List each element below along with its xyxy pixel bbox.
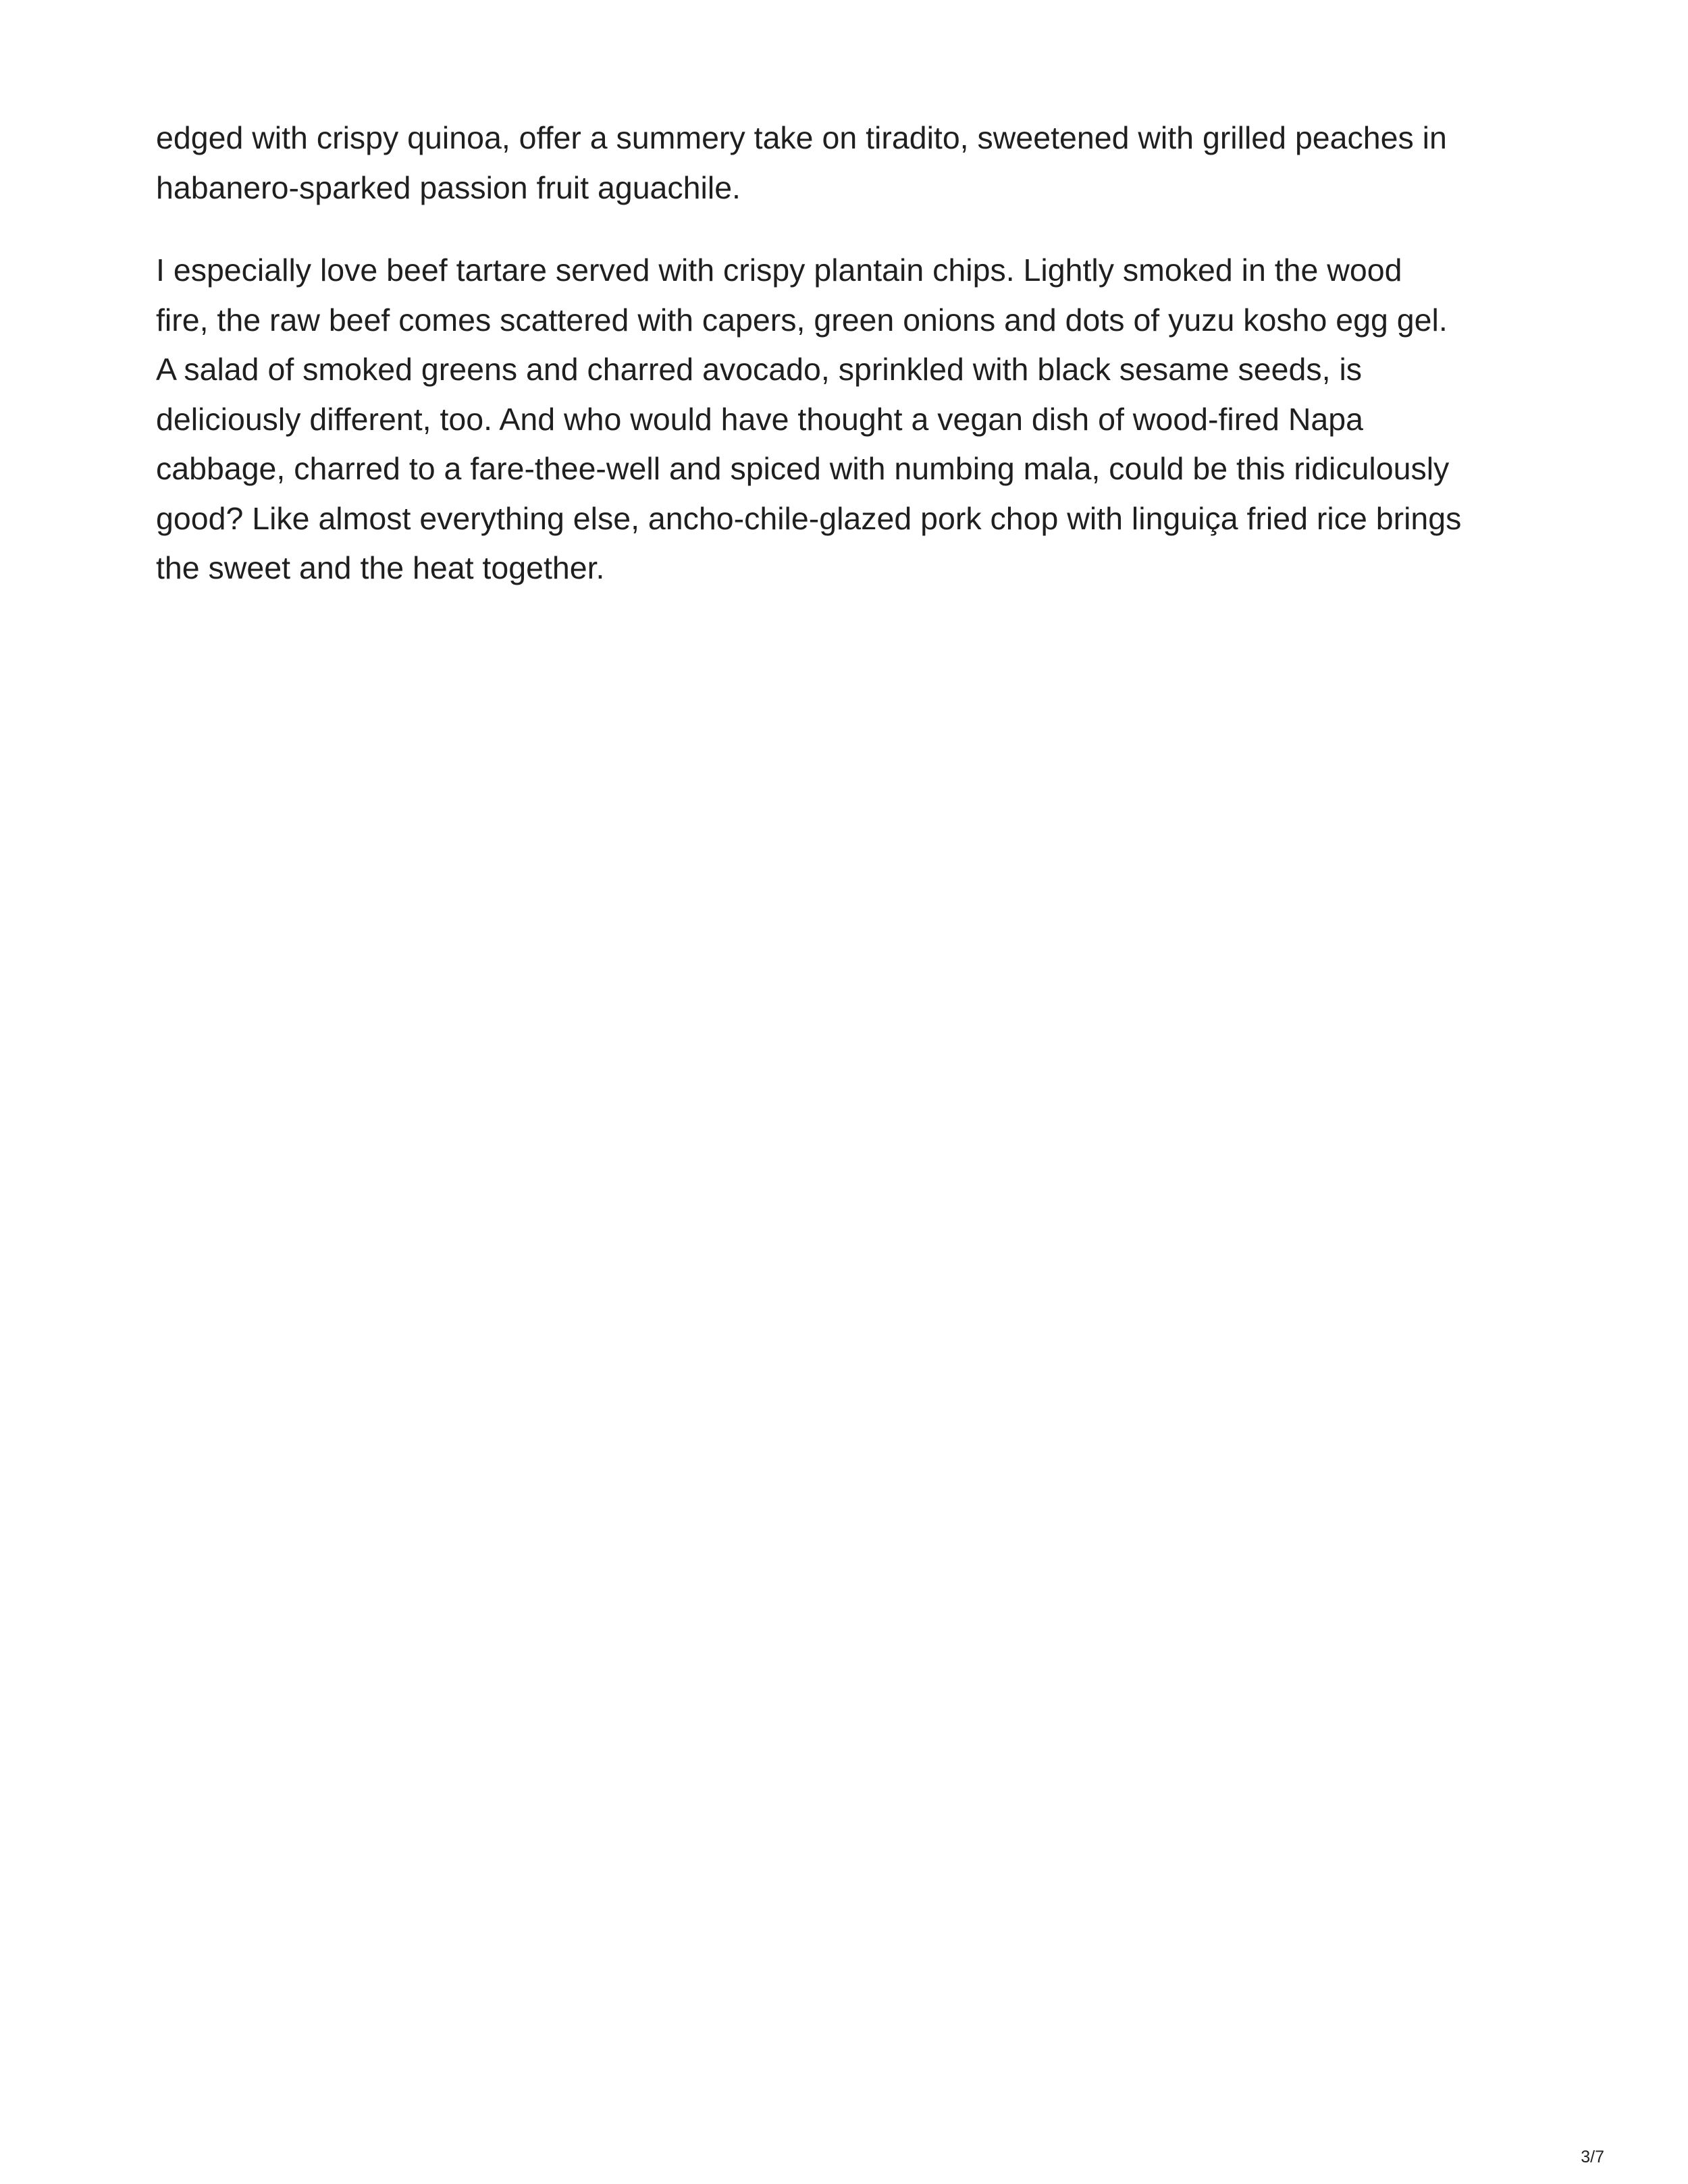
paragraph-line: good? Like almost everything else, ancho-chile-glazed pork chop with linguiça fried rice brings [156,500,1462,536]
paragraph-line: deliciously different, too. And who would have thought a vegan dish of wood-fired Napa [156,401,1363,437]
paragraph-line: habanero-sparked passion fruit aguachile. [156,169,741,205]
paragraph-line: A salad of smoked greens and charred avocado, sprinkled with black sesame seeds, is [156,352,1363,387]
paragraph-line: the sweet and the heat together. [156,550,605,585]
paragraph-line: edged with crispy quinoa, offer a summery take on tiradito, sweetened with grilled peaches in [156,120,1447,155]
paragraph-line: I especially love beef tartare served with crispy plantain chips. Lightly smoked in the wood [156,252,1402,288]
paragraph-2 [156,246,1547,593]
article-body [156,113,1547,627]
paragraph-1 [156,113,1547,213]
paragraph-line: fire, the raw beef comes scattered with capers, green onions and dots of yuzu kosho egg gel. [156,302,1448,338]
page-number: 3/7 [1581,2148,1604,2166]
paragraph-line: cabbage, charred to a fare-thee-well and spiced with numbing mala, could be this ridiculously [156,451,1450,486]
